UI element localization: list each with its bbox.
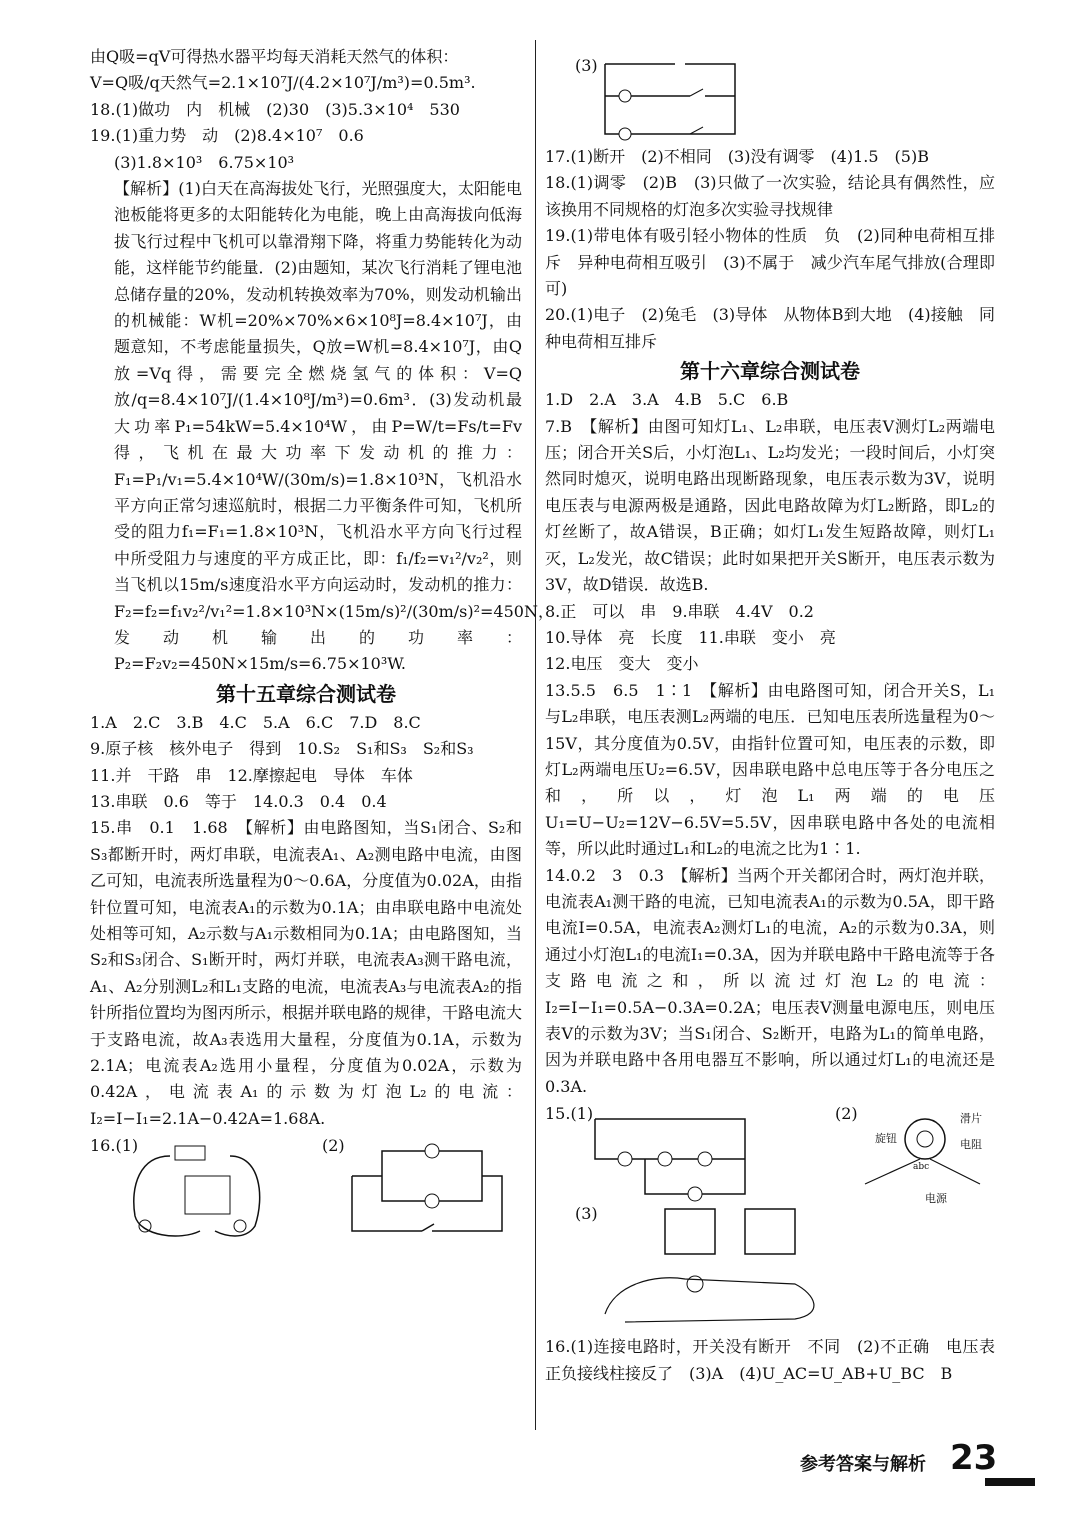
chapter-16-title: 第十六章综合测试卷 bbox=[680, 359, 860, 384]
figure-label: 16.(1) bbox=[90, 1136, 139, 1156]
figure-16-2 bbox=[322, 1136, 522, 1246]
circuit-diagram-icon bbox=[595, 44, 795, 144]
page-number: 23 bbox=[950, 1438, 998, 1478]
left-column bbox=[90, 44, 554, 1246]
chapter-15-title: 第十五章综合测试卷 bbox=[216, 681, 396, 706]
potentiometer-icon bbox=[795, 1104, 995, 1204]
question-15-figures bbox=[545, 1104, 995, 1204]
text-line: 由Q吸=qV可得热水器平均每天消耗天然气的体积： bbox=[90, 47, 459, 66]
analysis-paragraph: 【解析】(1)白天在高海拔处飞行，光照强度大，太阳能电池板能将更多的太阳能转化为电能，晚上由高海拔向低海拔飞行过程中飞机可以靠滑翔下降，将重力势能转化为动能，这样能节约能量．(2)由题知，某次飞行消耗了锂电池总储存量的20%，发动机转换效率为70%，则发动机输出的机械能：W机=20%×70%×6×10⁸J=8.4×10⁷J，由题意知，不考虑能量损失，Q放=W机=8.4×10⁷J，由Q放=Vq得，需要完全燃烧氢气的体积：V=Q放/q=8.4×10⁷J/(1.4×10⁸J/m³)=0.6m³．(3)发动机最大功率P₁=54kW=5.4×10⁴W，由P=W/t=Fs/t=Fv得，飞机在最大功率下发动机的推力：F₁=P₁/v₁=5.4×10⁴W/(30m/s)=1.8×10³N，飞机沿水平方向正常匀速巡航时，根据二力平衡条件可知，飞机所受的阻力f₁=F₁=1.8×10³N，飞机沿水平方向飞行过程中所受阻力与速度的平方成正比，即：f₁/f₂=v₁²/v₂²，则当飞机以15m/s速度沿水平方向运动时，发动机的推力：F₂=f₂=f₁v₂²/v₁²=1.8×10³N×(15m/s)²/(30m/s)²=450N，发动机输出的功率：P₂=F₂v₂=450N×15m/s=6.75×10³W. bbox=[114, 179, 554, 674]
column-divider bbox=[535, 40, 536, 1430]
figure-label: (3) bbox=[575, 1204, 598, 1224]
figure-15-1 bbox=[545, 1104, 765, 1204]
meters-circuit-icon bbox=[595, 1204, 855, 1334]
slider-label: 滑片 bbox=[960, 1112, 982, 1126]
circuit-sketch-icon bbox=[90, 1136, 290, 1246]
figure-15-3 bbox=[545, 44, 995, 144]
page-footer bbox=[790, 1438, 1060, 1482]
answer-line: 9.原子核 核外电子 得到 10.S₂ S₁和S₃ S₂和S₃ bbox=[90, 739, 474, 759]
question-16-figures bbox=[90, 1136, 522, 1246]
right-column bbox=[545, 44, 995, 1387]
figure-label: (2) bbox=[835, 1104, 858, 1124]
answer-line: 11.并 干路 串 12.摩擦起电 导体 车体 bbox=[90, 765, 413, 785]
analysis-paragraph: 13.5.5 6.5 1∶1 【解析】由电路图可知，闭合开关S，L₁与L₂串联，电压表测L₂两端的电压．已知电压表所选量程为0～15V，其分度值为0.5V，由指针位置可知，电压表的示数，即灯L₂两端电压U₂=6.5V，因串联电路中总电压等于各分电压之和，所以，灯泡L₁两端的电压U₁=U−U₂=12V−6.5V=5.5V，因串联电路中各处的电流相等，所以此时通过L₁和L₂的电流之比为1∶1. bbox=[545, 680, 995, 859]
figure-15-3b bbox=[545, 1204, 995, 1334]
analysis-paragraph: 7.B 【解析】由图可知灯L₁、L₂串联，电压表V测灯L₂两端电压；闭合开关S后，小灯泡L₁、L₂均发光；一段时间后，小灯突然同时熄灭，说明电路出现断路现象，电压表示数为3V，说明电压表与电源两极是通路，因此电路故障为灯L₂断路，即L₂的灯丝断了，故A错误，B正确；如灯L₁发生短路故障，则灯L₁灭，L₂发光，故C错误；此时如果把开关S断开，电压表示数为3V，故D错误．故选B. bbox=[545, 416, 995, 595]
figure-label: (2) bbox=[322, 1136, 345, 1156]
answer-line: 10.导体 亮 长度 11.串联 变小 亮 bbox=[545, 627, 836, 647]
analysis-paragraph: 15.串 0.1 1.68 【解析】由电路图知，当S₁闭合、S₂和S₃都断开时，两灯串联，电流表A₁、A₂测电路中电流，由图乙可知，电流表所选量程为0～0.6A，分度值为0.02A，由指针位置可知，电流表A₁的示数为0.1A；由串联电路中电流处处相等可知，A₂示数与A₁示数相同为0.1A；由电路图知，当S₂和S₃闭合、S₁断开时，两灯并联，电流表A₃测干路电流，A₁、A₂分别测L₂和L₁支路的电流，电流表A₃与电流表A₂的指针所指位置均为图丙所示，根据并联电路的规律，干路电流大于支路电流，故A₃表选用大量程，分度值为0.1A，示数为2.1A；电流表A₂选用小量程，分度值为0.02A，示数为0.42A，电流表A₁的示数为灯泡L₂的电流：I₂=I−I₁=2.1A−0.42A=1.68A. bbox=[90, 818, 523, 1128]
footer-bar bbox=[985, 1478, 1035, 1486]
analysis-paragraph: 14.0.2 3 0.3 【解析】当两个开关都闭合时，两灯泡并联，电流表A₁测干路的电流，已知电流表A₁的示数为0.5A，即干路电流I=0.5A，电流表A₂测灯L₁的电流，A₂的示数为0.3A，则通过小灯泡L₁的电流I₁=0.3A，因为并联电路中干路电流等于各支路电流之和，所以流过灯泡L₂的电流：I₂=I−I₁=0.5A−0.3A=0.2A；电压表V测量电源电压，则电压表V的示数为3V；当S₁闭合、S₂断开，电路为L₁的简单电路，因为并联电路中各用电器互不影响，所以通过灯L₁的电流还是0.3A. bbox=[545, 865, 995, 1096]
answer-line: 1.D 2.A 3.A 4.B 5.C 6.B bbox=[545, 390, 789, 410]
answer-line: 18.(1)做功 内 机械 (2)30 (3)5.3×10⁴ 530 bbox=[90, 99, 460, 119]
circuit-diagram-icon bbox=[322, 1136, 522, 1246]
formula-line: V=Q吸/q天然气=2.1×10⁷J/(4.2×10⁷J/m³)=0.5m³. bbox=[90, 73, 476, 93]
answer-line: 16.(1)连接电路时，开关没有断开 不同 (2)不正确 电压表正负接线柱接反了 (3)A (4)U_AC=U_AB+U_BC B bbox=[545, 1337, 995, 1383]
answer-line: 19.(1)重力势 动 (2)8.4×10⁷ 0.6 bbox=[90, 126, 364, 146]
footer-label: 参考答案与解析 bbox=[800, 1454, 926, 1475]
resistor-label: 电阻 bbox=[960, 1138, 982, 1152]
answer-line: 20.(1)电子 (2)兔毛 (3)导体 从物体B到大地 (4)接触 同种电荷相互排斥 bbox=[545, 305, 995, 351]
answer-line: 1.A 2.C 3.B 4.C 5.A 6.C 7.D 8.C bbox=[90, 712, 421, 732]
answer-line: 12.电压 变大 变小 bbox=[545, 654, 699, 674]
circuit-diagram-icon bbox=[545, 1104, 765, 1204]
answer-line: 19.(1)带电体有吸引轻小物体的性质 负 (2)同种电荷相互排斥 异种电荷相互吸引 (3)不属于 减少汽车尾气排放(合理即可) bbox=[545, 226, 995, 299]
knob-label: 旋钮 bbox=[875, 1132, 897, 1146]
terminal-label: abc bbox=[913, 1162, 930, 1173]
figure-15-2 bbox=[795, 1104, 995, 1204]
figure-16-1 bbox=[90, 1136, 290, 1246]
answer-line: (3)1.8×10³ 6.75×10³ bbox=[114, 152, 295, 172]
power-label: 电源 bbox=[925, 1192, 947, 1206]
figure-label: (3) bbox=[575, 56, 598, 75]
answer-line: 17.(1)断开 (2)不相同 (3)没有调零 (4)1.5 (5)B bbox=[545, 147, 929, 166]
figure-label: 15.(1) bbox=[545, 1104, 594, 1124]
answer-line: 13.串联 0.6 等于 14.0.3 0.4 0.4 bbox=[90, 791, 387, 811]
answer-line: 8.正 可以 串 9.串联 4.4V 0.2 bbox=[545, 601, 814, 621]
answer-line: 18.(1)调零 (2)B (3)只做了一次实验，结论具有偶然性，应该换用不同规格的灯泡多次实验寻找规律 bbox=[545, 173, 995, 219]
